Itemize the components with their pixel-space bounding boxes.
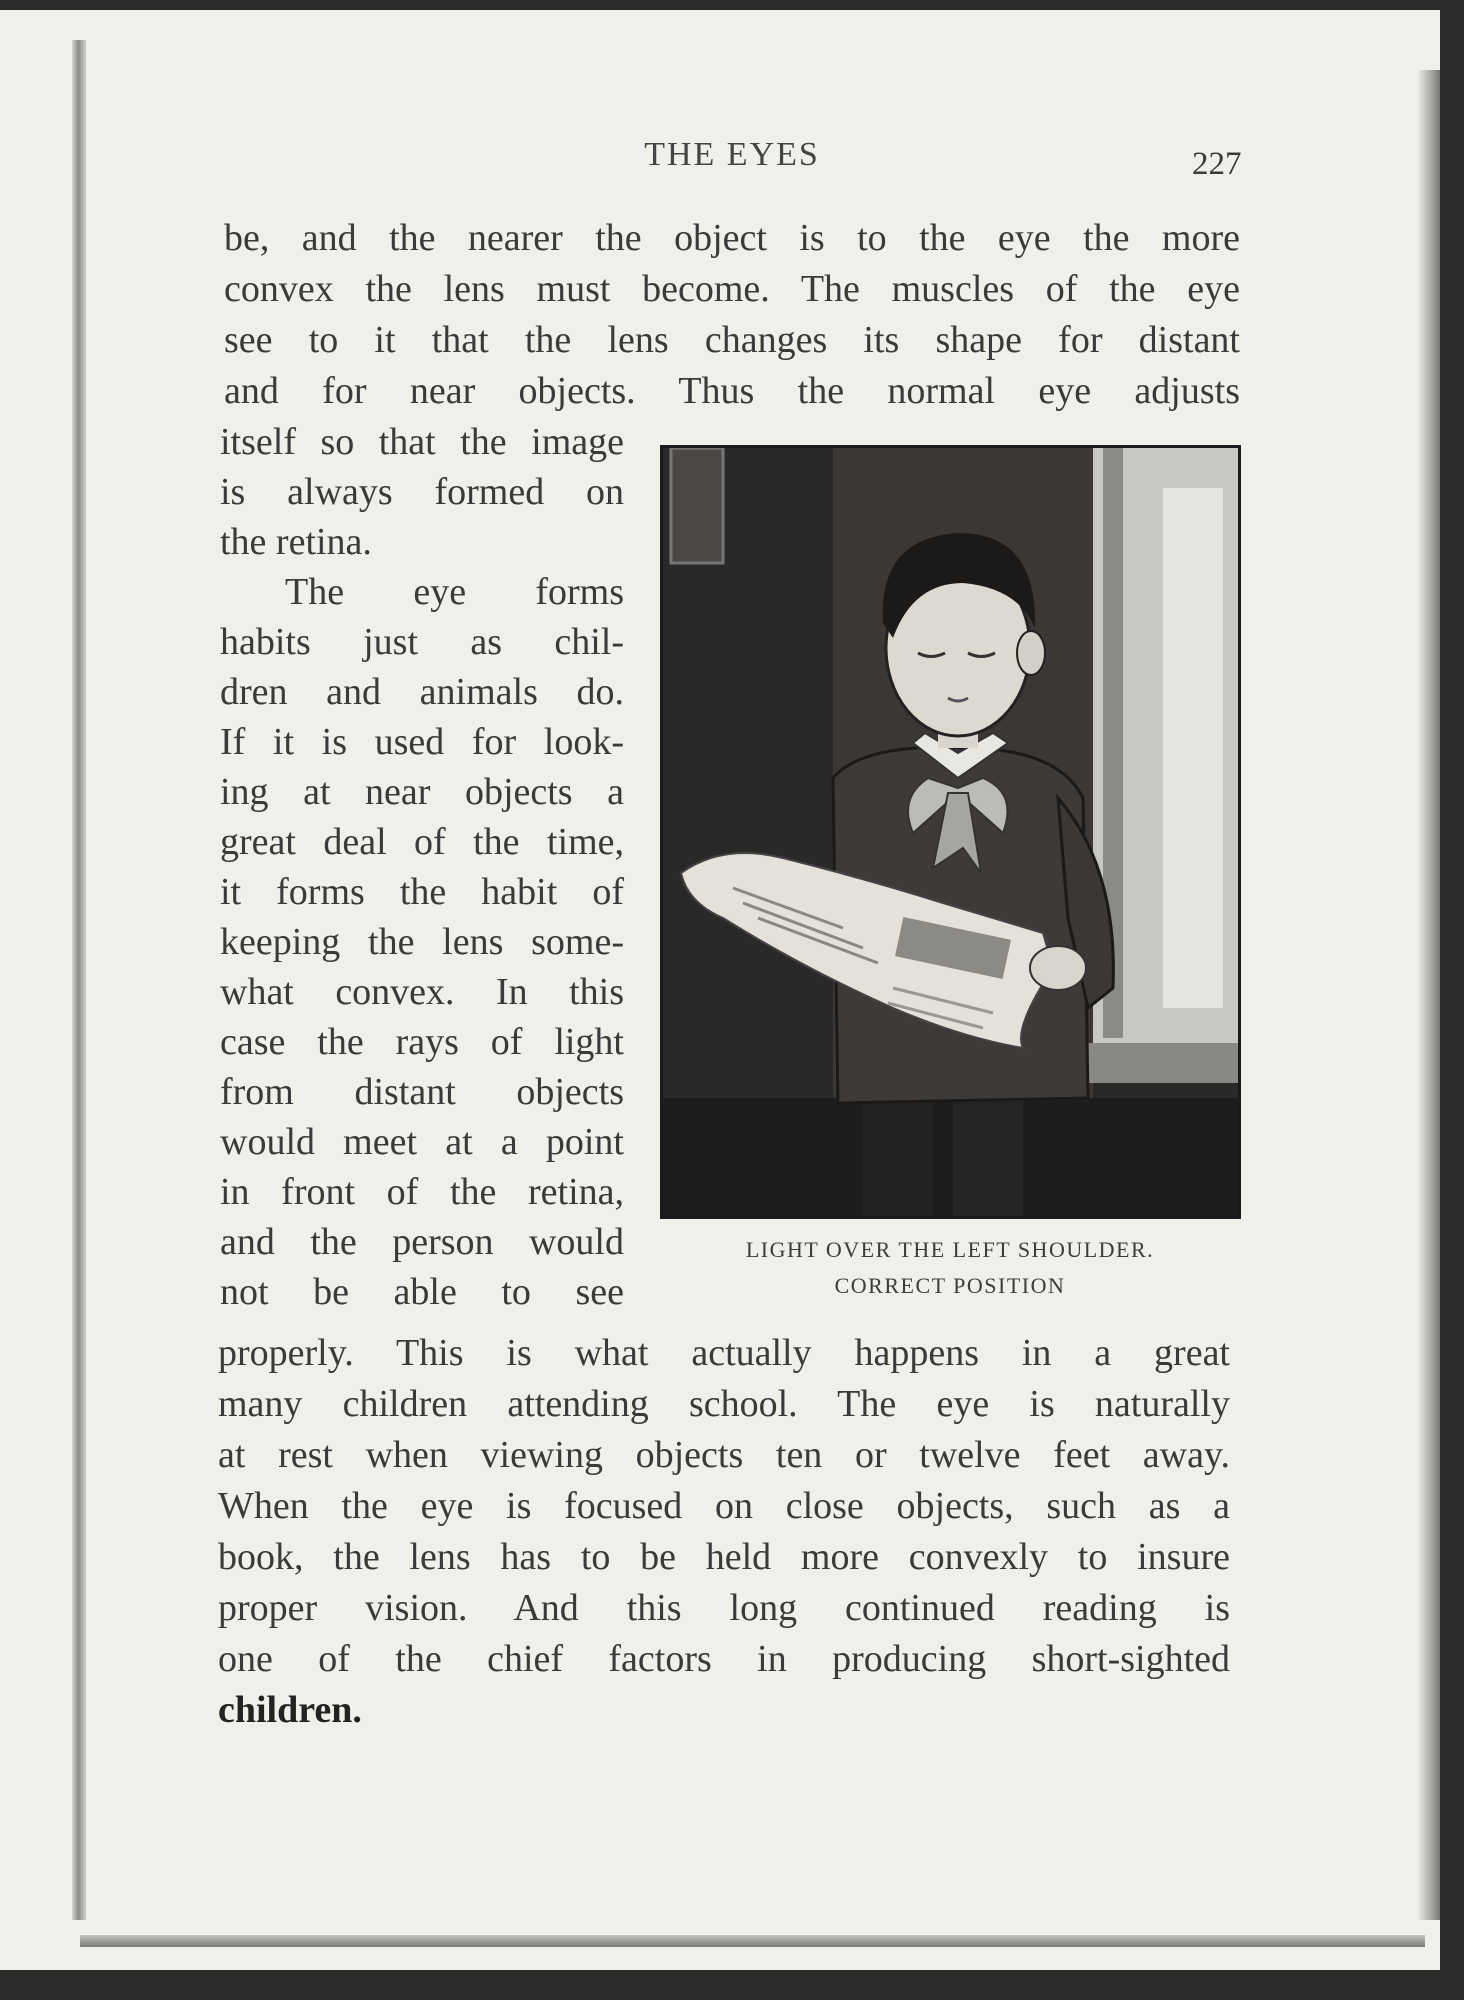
window-sill — [1083, 1043, 1238, 1083]
figure-illustration — [660, 445, 1241, 1219]
text-line: ing at near objects a — [220, 771, 624, 813]
picture-frame — [671, 448, 723, 563]
text-line: at rest when viewing objects ten or twelve feet away. — [218, 1434, 1230, 1476]
window-pane — [1163, 488, 1223, 1008]
text-line: it forms the habit of — [220, 871, 624, 913]
boy-leg-right — [953, 1088, 1023, 1216]
figure-caption — [640, 1232, 1260, 1304]
text-line: not be able to see — [220, 1271, 624, 1313]
book-spine-shadow — [72, 40, 86, 1920]
text-line: the retina. — [220, 521, 372, 563]
boy-leg-left — [863, 1088, 933, 1216]
text-line: from distant objects — [220, 1071, 624, 1113]
text-line: great deal of the time, — [220, 821, 624, 863]
text-line: see to it that the lens changes its shape for distant — [224, 319, 1240, 361]
floor — [663, 1098, 1238, 1216]
boy-ear — [1017, 631, 1045, 675]
text-line: itself so that the image — [220, 421, 624, 463]
caption-line-1: LIGHT OVER THE LEFT SHOULDER. — [745, 1237, 1155, 1262]
text-line: dren and animals do. — [220, 671, 624, 713]
text-line: what convex. In this — [220, 971, 624, 1013]
text-line: properly. This is what actually happens in a great — [218, 1332, 1230, 1374]
text-line: convex the lens must become. The muscles of the eye — [224, 268, 1240, 310]
text-line: be, and the nearer the object is to the eye the more — [224, 217, 1240, 259]
caption-line-2: CORRECT POSITION — [834, 1273, 1066, 1298]
text-line: is always formed on — [220, 471, 624, 513]
boy-hand — [1030, 946, 1086, 990]
text-line: keeping the lens some- — [220, 921, 624, 963]
text-line: many children attending school. The eye is naturally — [218, 1383, 1230, 1425]
text-line: one of the chief factors in producing short-sighted — [218, 1638, 1230, 1680]
text-line: in front of the retina, — [220, 1171, 624, 1213]
running-head: THE EYES — [644, 136, 820, 173]
text-line: would meet at a point — [220, 1121, 624, 1163]
text-line: case the rays of light — [220, 1021, 624, 1063]
page-bottom-edge — [80, 1935, 1425, 1947]
text-line: If it is used for look- — [220, 721, 624, 763]
text-line: proper vision. And this long continued reading is — [218, 1587, 1230, 1629]
boy-reading-illustration — [663, 448, 1238, 1216]
text-line: habits just as chil- — [220, 621, 624, 663]
page-number: 227 — [1192, 146, 1242, 182]
page-fore-edge — [1418, 70, 1440, 1920]
text-line: book, the lens has to be held more convexly to insure — [218, 1536, 1230, 1578]
text-line: When the eye is focused on close objects, such as a — [218, 1485, 1230, 1527]
text-line-bold: children. — [218, 1689, 362, 1731]
paragraph-start-line: The eye forms — [285, 571, 624, 613]
text-line: and for near objects. Thus the normal eye adjusts — [224, 370, 1240, 412]
text-line: and the person would — [220, 1221, 624, 1263]
